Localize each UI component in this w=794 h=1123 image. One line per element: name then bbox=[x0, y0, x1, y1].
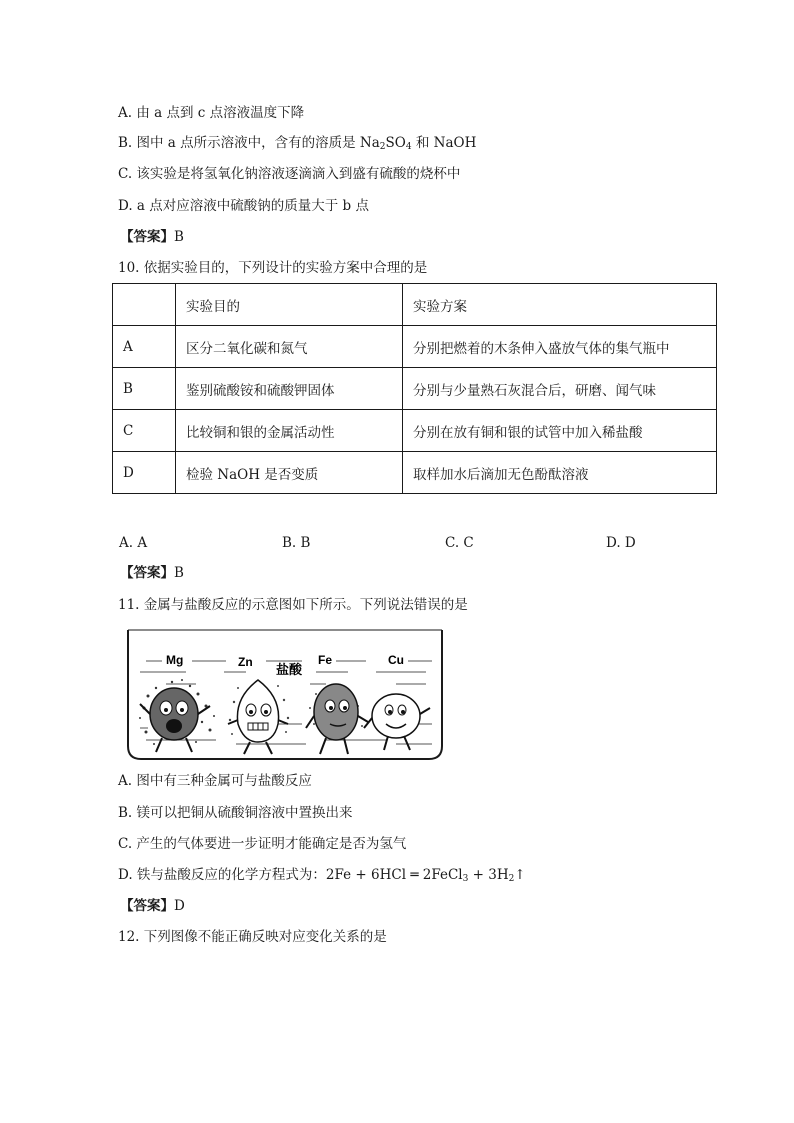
table-cell: 分别与少量熟石灰混合后，研磨、闻气味 bbox=[403, 368, 717, 410]
table-cell: 分别在放有铜和银的试管中加入稀盐酸 bbox=[403, 410, 717, 452]
q9-option-d: D. a 点对应溶液中硫酸钠的质量大于 b 点 bbox=[118, 198, 369, 214]
q12-stem: 12. 下列图像不能正确反映对应变化关系的是 bbox=[118, 929, 387, 945]
subscript: 2 bbox=[508, 874, 515, 884]
magnesium-character bbox=[139, 679, 215, 752]
q10-choice-c: C. C bbox=[445, 535, 474, 551]
q11-option-d-pre: D. 铁与盐酸反应的化学方程式为：2Fe + 6HCl ═ 2FeCl bbox=[118, 867, 463, 883]
table-row bbox=[113, 410, 717, 452]
q9-answer bbox=[120, 228, 184, 246]
table-cell: 分别把燃着的木条伸入盛放气体的集气瓶中 bbox=[403, 326, 717, 368]
answer-value: B bbox=[174, 229, 184, 245]
metal-label: Mg bbox=[166, 653, 184, 667]
table-header-cell: 实验目的 bbox=[176, 284, 403, 326]
subscript: 2 bbox=[379, 142, 386, 152]
table-cell: 检验 NaOH 是否变质 bbox=[176, 452, 403, 494]
answer-value: D bbox=[174, 898, 185, 914]
q9-option-b-post: 和 NaOH bbox=[411, 135, 477, 151]
metal-label: Cu bbox=[388, 653, 404, 667]
subscript: 3 bbox=[462, 874, 469, 884]
table-header-row bbox=[113, 284, 717, 326]
table-cell: A bbox=[113, 326, 176, 368]
table-cell: 鉴别硫酸铵和硫酸钾固体 bbox=[176, 368, 403, 410]
q11-stem: 11. 金属与盐酸反应的示意图如下所示。下列说法错误的是 bbox=[118, 597, 468, 613]
q10-answer bbox=[120, 564, 184, 582]
table-row bbox=[113, 452, 717, 494]
table-header-cell: 实验方案 bbox=[403, 284, 717, 326]
copper-character bbox=[364, 694, 430, 750]
subscript: 4 bbox=[405, 142, 412, 152]
answer-value: B bbox=[174, 565, 184, 581]
table-cell: B bbox=[113, 368, 176, 410]
q10-choice-d: D. D bbox=[606, 535, 636, 551]
answer-tag: 【答案】 bbox=[120, 229, 174, 245]
zinc-character bbox=[228, 680, 289, 754]
metal-acid-figure bbox=[126, 628, 444, 761]
acid-label: 盐酸 bbox=[276, 663, 303, 678]
q9-option-c: C. 该实验是将氢氧化钠溶液逐滴滴入到盛有硫酸的烧杯中 bbox=[118, 166, 461, 182]
metal-label: Zn bbox=[238, 655, 253, 669]
table-cell: 取样加水后滴加无色酚酞溶液 bbox=[403, 452, 717, 494]
q11-option-d bbox=[118, 866, 526, 884]
q10-choice-a: A. A bbox=[119, 535, 148, 551]
q11-option-c: C. 产生的气体要进一步证明才能确定是否为氢气 bbox=[118, 836, 407, 852]
q10-choice-b: B. B bbox=[282, 535, 311, 551]
q9-option-b-pre: B. 图中 a 点所示溶液中，含有的溶质是 Na bbox=[118, 135, 380, 151]
table-row bbox=[113, 326, 717, 368]
table-row bbox=[113, 368, 717, 410]
answer-tag: 【答案】 bbox=[120, 565, 174, 581]
table-header-cell bbox=[113, 284, 176, 326]
table-cell: C bbox=[113, 410, 176, 452]
metal-label: Fe bbox=[318, 653, 333, 667]
q9-option-a: A. 由 a 点到 c 点溶液温度下降 bbox=[118, 105, 305, 121]
q11-option-d-mid: + 3H bbox=[468, 867, 509, 883]
q11-answer bbox=[120, 897, 185, 915]
q9-option-b bbox=[118, 134, 476, 152]
q11-option-a: A. 图中有三种金属可与盐酸反应 bbox=[118, 773, 312, 789]
iron-character bbox=[306, 684, 368, 754]
q9-option-b-mid: SO bbox=[385, 135, 406, 151]
q11-option-b: B. 镁可以把铜从硫酸铜溶液中置换出来 bbox=[118, 805, 353, 821]
table-cell: 区分二氧化碳和氮气 bbox=[176, 326, 403, 368]
q11-option-d-post: ↑ bbox=[514, 867, 526, 883]
q10-stem: 10. 依据实验目的，下列设计的实验方案中合理的是 bbox=[118, 260, 428, 276]
experiment-table bbox=[112, 283, 717, 494]
answer-tag: 【答案】 bbox=[120, 898, 174, 914]
table-cell: D bbox=[113, 452, 176, 494]
table-cell: 比较铜和银的金属活动性 bbox=[176, 410, 403, 452]
